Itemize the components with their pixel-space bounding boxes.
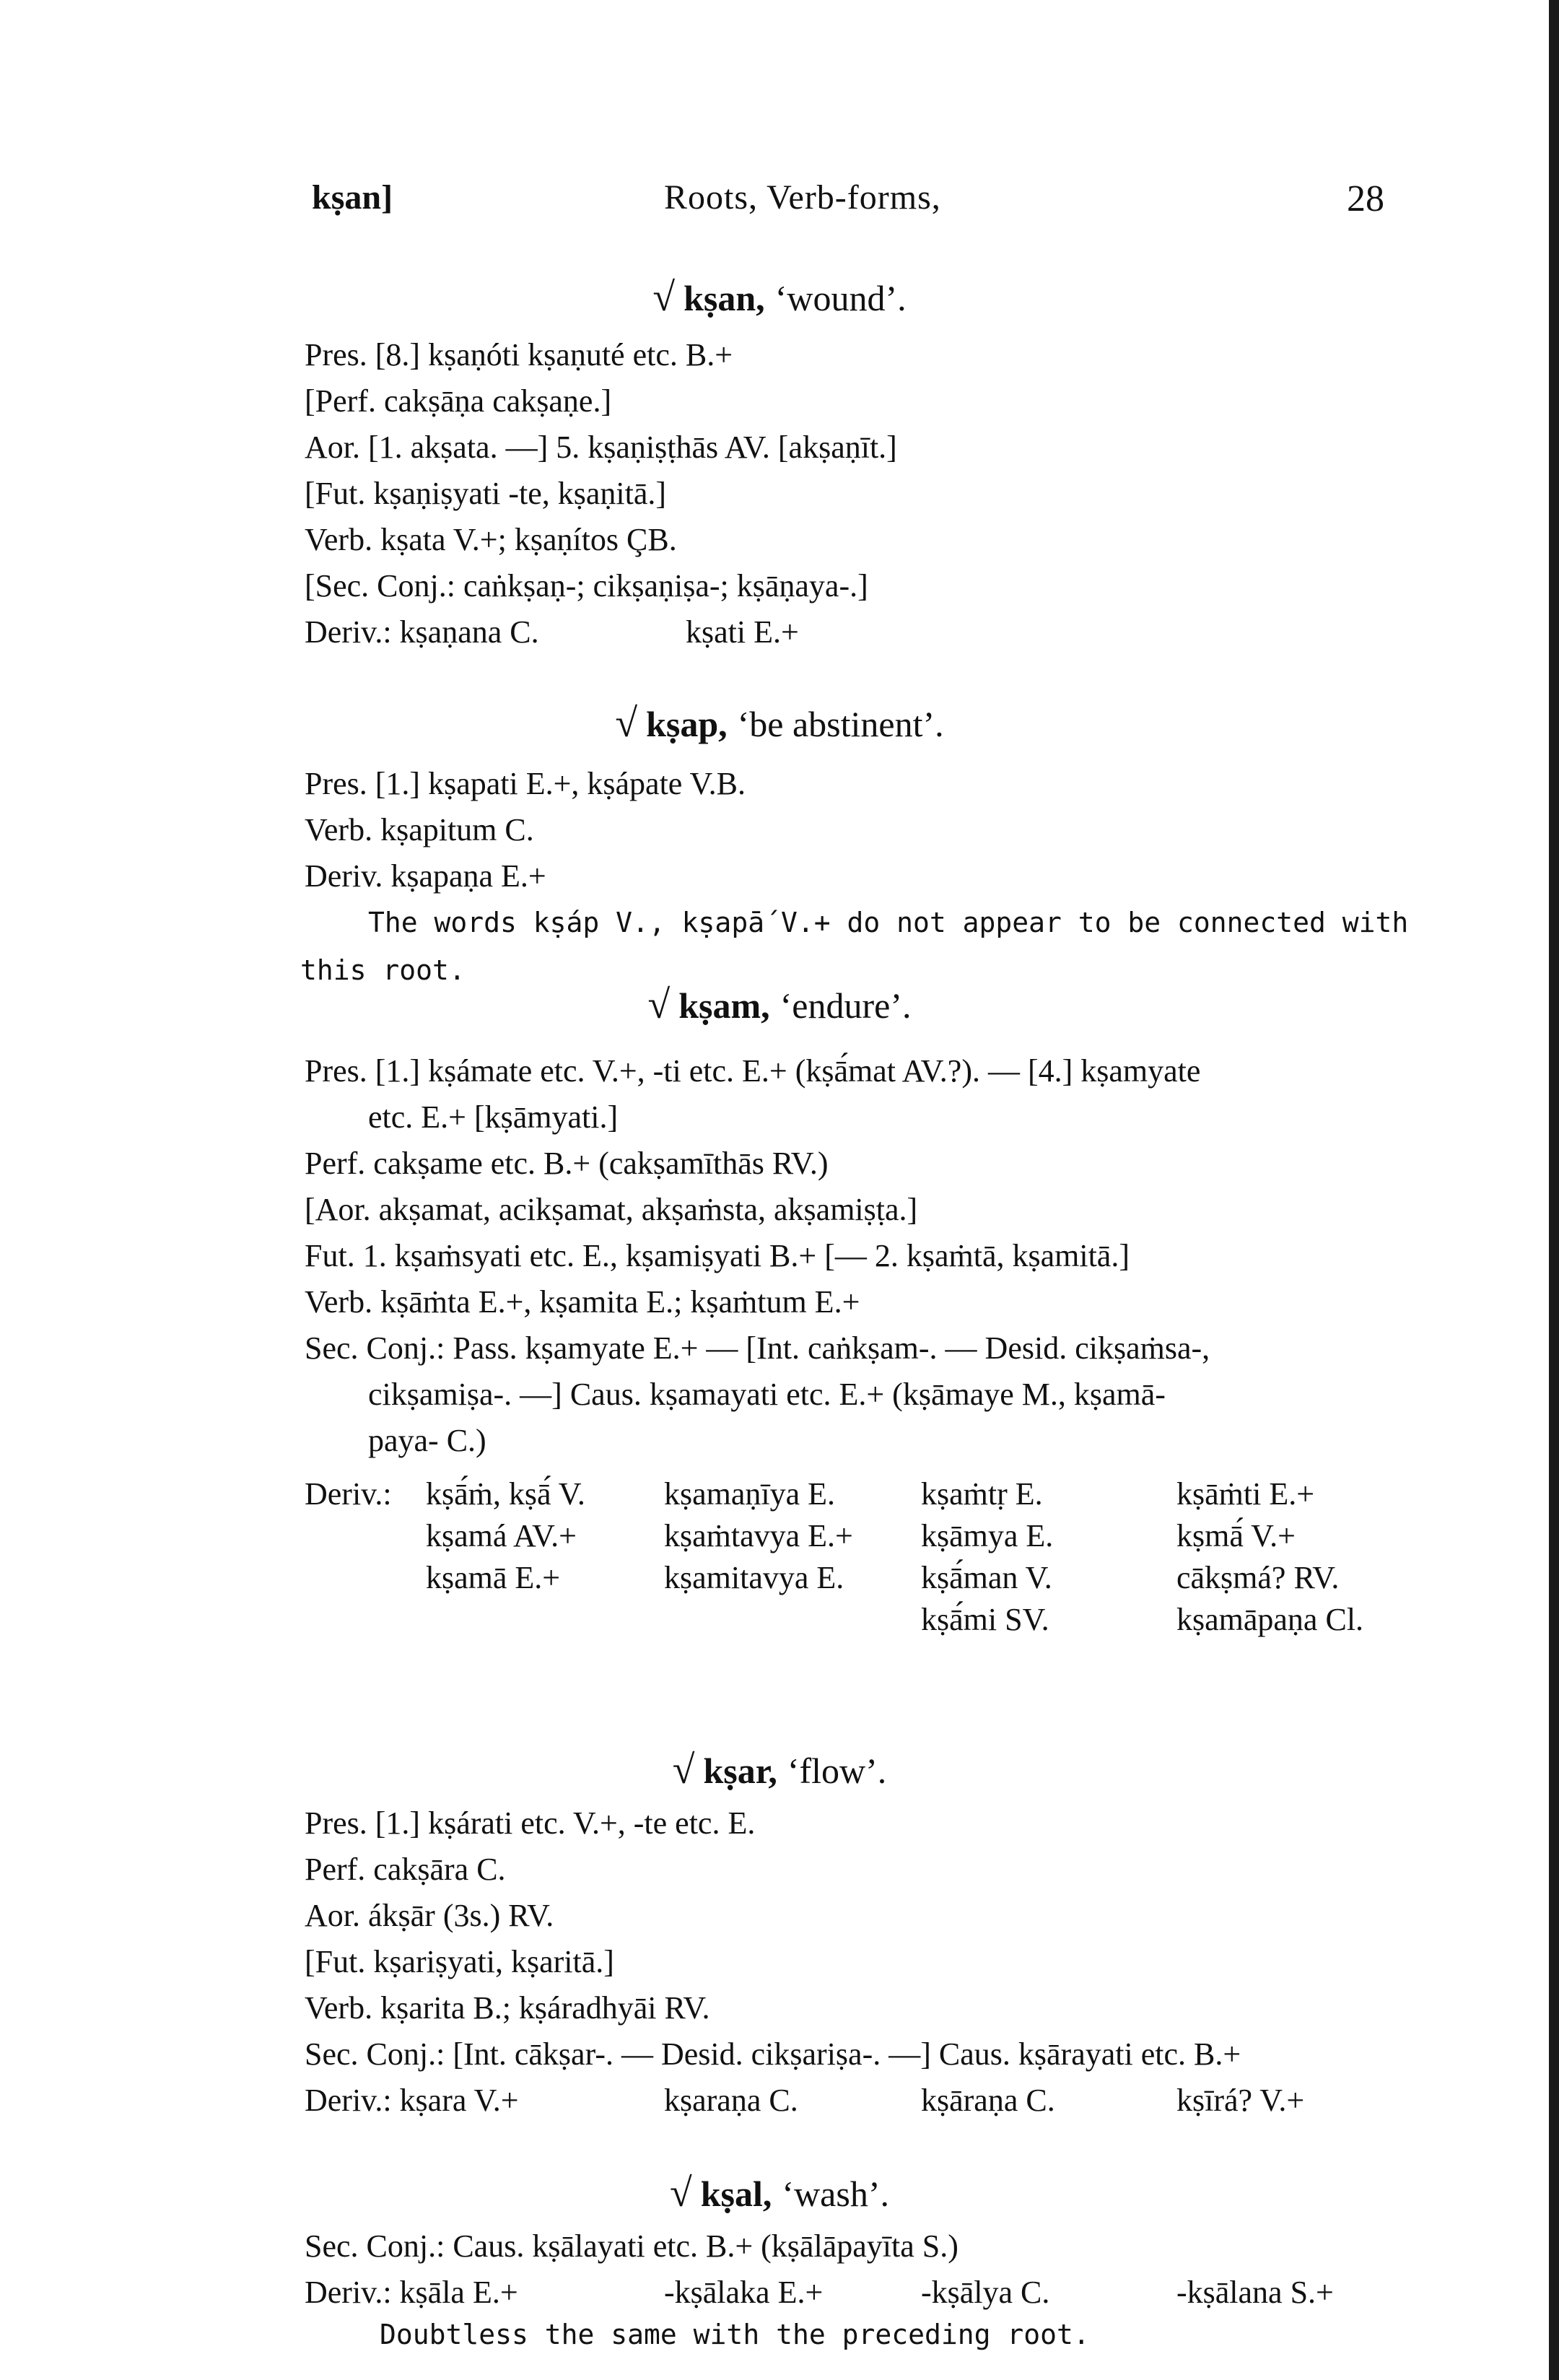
root-sign-icon: √	[672, 1748, 695, 1792]
entry-line: [Fut. kṣariṣyati, kṣaritā.]	[305, 1944, 614, 1979]
root-heading	[0, 2170, 1559, 2216]
note-line: Doubtless the same with the preceding root.	[380, 2319, 1090, 2350]
entry-line: Aor. ákṣār (3s.) RV.	[305, 1898, 554, 1933]
entry-line: [Perf. cakṣāṇa cakṣaṇe.]	[305, 383, 612, 419]
entry-line: Verb. kṣarita B.; kṣáradhyāi RV.	[305, 1990, 710, 2026]
entry-line: Sec. Conj.: [Int. cākṣar-. — Desid. cikṣariṣa-. —] Caus. kṣārayati etc. B.+	[305, 2036, 1241, 2072]
deriv-item: kṣamā E.+	[426, 1560, 561, 1595]
entry-line: Verb. kṣata V.+; kṣaṇítos ÇB.	[305, 522, 677, 557]
deriv-item: kṣamaṇīya E.	[664, 1476, 836, 1512]
note-line: this root.	[300, 954, 466, 986]
entry-line: Deriv.: kṣaṇana C.	[305, 614, 539, 650]
root-word: kṣan,	[684, 278, 765, 318]
root-heading	[0, 700, 1559, 746]
deriv-item: kṣaraṇa C.	[664, 2083, 798, 2118]
entry-line: Pres. [8.] kṣaṇóti kṣaṇuté etc. B.+	[305, 337, 733, 372]
root-word: kṣal,	[700, 2174, 772, 2214]
deriv-item: kṣamá AV.+	[426, 1518, 577, 1553]
entry-line: Aor. [1. akṣata. —] 5. kṣaṇiṣṭhās AV. [akṣaṇīt.]	[305, 430, 897, 465]
header-title: Roots, Verb-forms,	[664, 178, 941, 217]
deriv-item: Deriv.: kṣara V.+	[305, 2083, 519, 2118]
entry-line: Sec. Conj.: Caus. kṣālayati etc. B.+ (kṣālāpayīta S.)	[305, 2228, 958, 2264]
deriv-item: Deriv.: kṣāla E.+	[305, 2275, 518, 2310]
deriv-item: kṣamitavya E.	[664, 1560, 844, 1595]
entry-line: Pres. [1.] kṣapati E.+, kṣápate V.B.	[305, 766, 746, 801]
deriv-item: -kṣālya C.	[921, 2275, 1050, 2310]
entry-line: Verb. kṣapitum C.	[305, 812, 534, 847]
page-number: 28	[1347, 178, 1384, 219]
entry-line: Sec. Conj.: Pass. kṣamyate E.+ — [Int. caṅkṣam-. — Desid. cikṣaṁsa-,	[305, 1330, 1210, 1366]
deriv-item: kṣāmya E.	[921, 1518, 1054, 1553]
root-sign-icon: √	[615, 701, 638, 746]
deriv-item: kṣā́ṁ, kṣā́ V.	[426, 1476, 585, 1512]
header-left: kṣan]	[312, 178, 393, 217]
deriv-item: kṣaṁtavya E.+	[664, 1518, 853, 1553]
root-heading	[0, 938, 1559, 1028]
root-word: kṣam,	[678, 985, 770, 1026]
entry-line: cikṣamiṣa-. —] Caus. kṣamayati etc. E.+ (kṣāmaye M., kṣamā-	[368, 1377, 1166, 1412]
note-line: The words kṣáp V., kṣapā́ V.+ do not appear to be connected with	[368, 907, 1409, 938]
entry-line: Perf. cakṣame etc. B.+ (cakṣamīthās RV.)	[305, 1146, 829, 1181]
entry-line: Fut. 1. kṣaṁsyati etc. E., kṣamiṣyati B.+ [— 2. kṣaṁtā, kṣamitā.]	[305, 1238, 1130, 1273]
root-meaning: ‘wash’.	[782, 2174, 889, 2214]
root-heading	[0, 274, 1559, 321]
deriv-item: kṣā́man V.	[921, 1560, 1052, 1595]
entry-line: [Sec. Conj.: caṅkṣaṇ-; cikṣaṇiṣa-; kṣāṇaya-.]	[305, 568, 868, 603]
entry-line: paya- C.)	[368, 1423, 486, 1458]
root-word: kṣar,	[703, 1751, 777, 1791]
entry-line: Pres. [1.] kṣárati etc. V.+, -te etc. E.	[305, 1805, 756, 1841]
root-meaning: ‘flow’.	[787, 1751, 887, 1791]
root-heading	[0, 1747, 1559, 1793]
root-sign-icon: √	[652, 275, 676, 320]
deriv-item: kṣmā́ V.+	[1176, 1518, 1296, 1553]
root-sign-icon: √	[670, 2171, 692, 2215]
deriv-item: kṣamāpaṇa Cl.	[1176, 1602, 1364, 1637]
root-meaning: ‘be abstinent’.	[737, 704, 944, 744]
entry-line: Deriv. kṣapaṇa E.+	[305, 858, 546, 894]
deriv-item: kṣāṁti E.+	[1176, 1476, 1315, 1512]
deriv-item: kṣāraṇa C.	[921, 2083, 1055, 2118]
entry-line: Perf. cakṣāra C.	[305, 1852, 506, 1887]
entry-line: [Aor. akṣamat, acikṣamat, akṣaṁsta, akṣamiṣṭa.]	[305, 1192, 918, 1227]
deriv-item: kṣā́mi SV.	[921, 1602, 1049, 1637]
entry-line: Pres. [1.] kṣámate etc. V.+, -ti etc. E.+ (kṣā́mat AV.?). — [4.] kṣamyate	[305, 1053, 1201, 1089]
deriv-item: -kṣālana S.+	[1176, 2275, 1334, 2310]
entry-line: [Fut. kṣaṇiṣyati -te, kṣaṇitā.]	[305, 476, 667, 511]
deriv-label: Deriv.:	[305, 1476, 392, 1512]
entry-line: Verb. kṣāṁta E.+, kṣamita E.; kṣaṁtum E.+	[305, 1284, 860, 1320]
deriv-item: kṣaṁtṛ E.	[921, 1476, 1043, 1512]
root-word: kṣap,	[646, 704, 728, 744]
entry-line: kṣati E.+	[686, 614, 799, 650]
deriv-item: -kṣālaka E.+	[664, 2275, 824, 2310]
entry-line: etc. E.+ [kṣāmyati.]	[368, 1099, 619, 1135]
deriv-item: cākṣmá? RV.	[1176, 1560, 1340, 1595]
deriv-item: kṣīrá? V.+	[1176, 2083, 1305, 2118]
page-edge	[1549, 0, 1559, 2380]
root-meaning: ‘endure’.	[780, 985, 912, 1026]
root-sign-icon: √	[647, 982, 671, 1027]
root-meaning: ‘wound’.	[774, 278, 907, 318]
